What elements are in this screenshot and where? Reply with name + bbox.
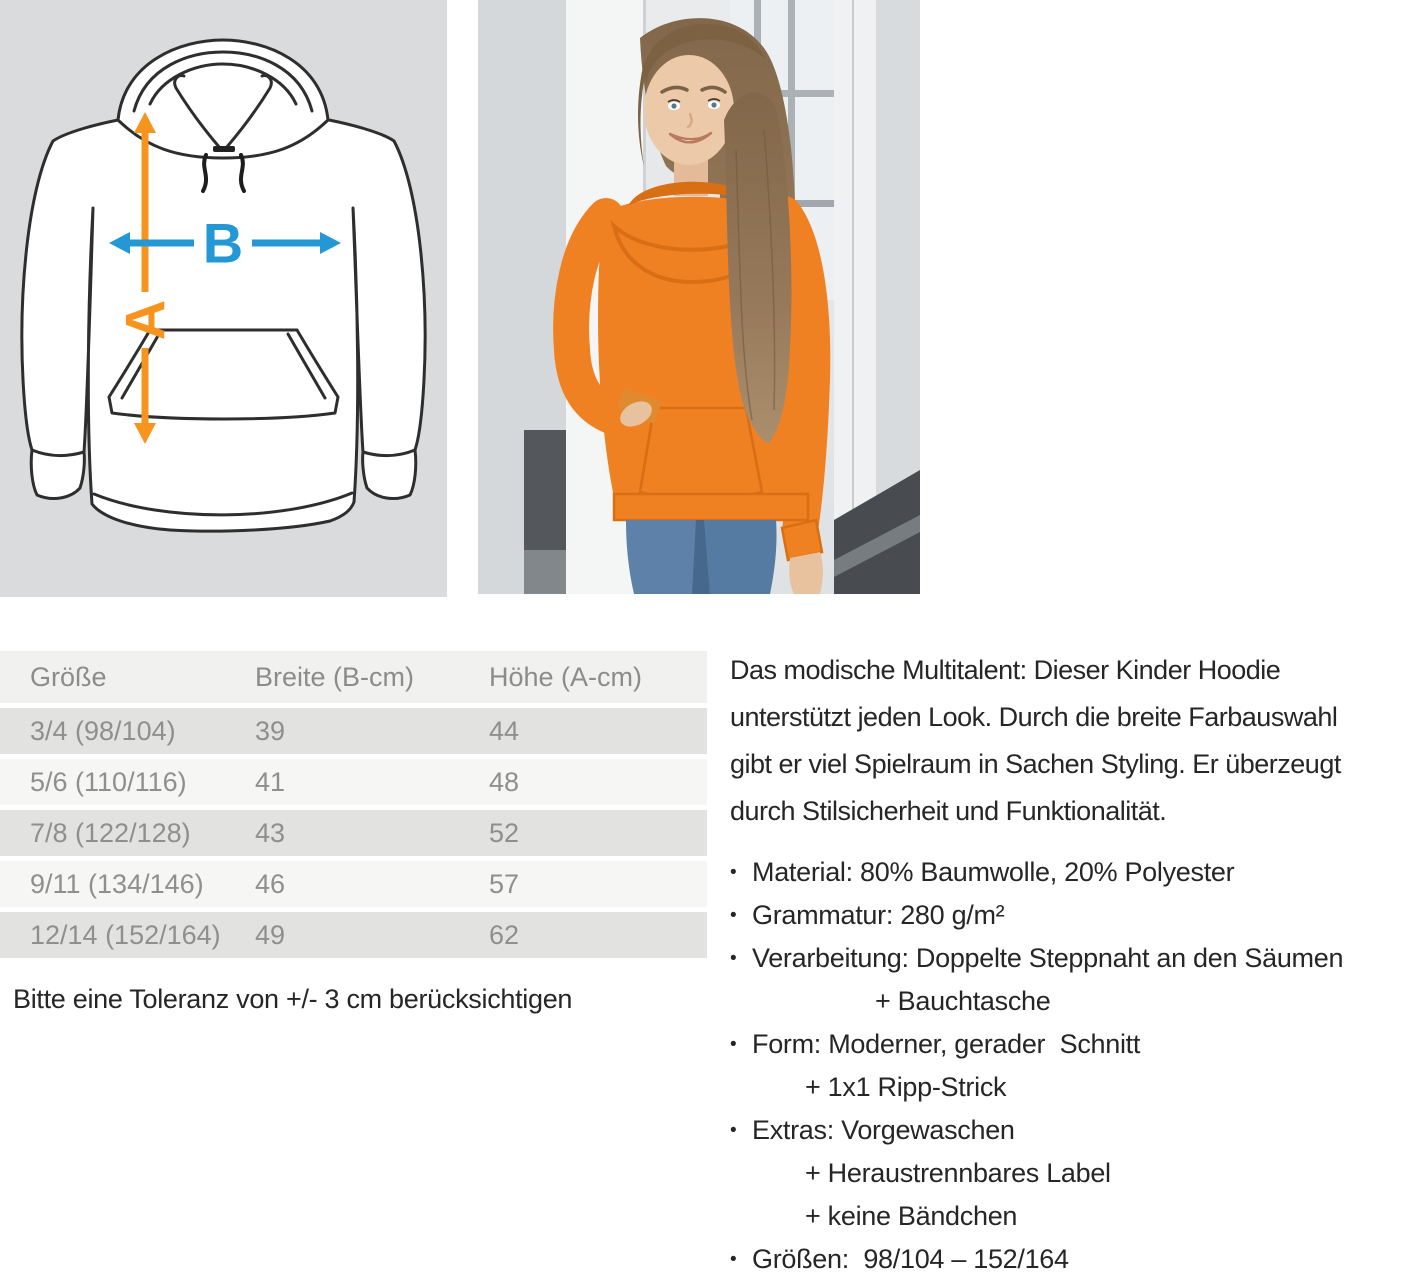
tolerance-note: Bitte eine Toleranz von +/- 3 cm berücksichtigen (13, 984, 573, 1014)
cell-size: 5/6 (110/116) (30, 766, 187, 797)
hood-shape (118, 40, 328, 158)
feature-form-extra: + 1x1 Ripp-Strick (805, 1072, 1007, 1102)
iris-right (711, 102, 716, 107)
jeans-leg-left (626, 520, 697, 594)
drawstring-left (203, 155, 206, 191)
hem-band (614, 494, 808, 520)
jeans (626, 520, 777, 594)
table-row (0, 708, 707, 754)
cell-size: 7/8 (122/128) (30, 817, 191, 848)
bullet-icon: • (730, 1034, 737, 1055)
feature-extras-extra1: + Heraustrennbares Label (805, 1158, 1111, 1188)
feature-verarbeitung-extra: + Bauchtasche (875, 986, 1051, 1016)
header-size: Größe (30, 661, 107, 692)
size-table-header-row (0, 651, 707, 703)
cell-size: 3/4 (98/104) (30, 715, 176, 746)
product-description (730, 647, 1416, 1281)
intro-line: gibt er viel Spielraum in Sachen Styling. Er überzeugt (730, 749, 1341, 779)
feature-verarbeitung: • Verarbeitung: Doppelte Steppnaht an den Säumen (730, 937, 1416, 980)
cell-width: 39 (255, 715, 286, 746)
right-hand (789, 552, 823, 594)
feature-groessen: • Größen: 98/104 – 152/164 (730, 1238, 1416, 1281)
bullet-icon: • (730, 862, 737, 883)
dark-doorway (524, 430, 566, 550)
cell-width: 43 (255, 817, 286, 848)
feature-extras: • Extras: Vorgewaschen (730, 1109, 1416, 1152)
hoodie-measurement-drawing (0, 0, 447, 597)
bullet-icon: • (730, 1120, 737, 1141)
cell-height: 52 (489, 817, 520, 848)
height-label: A (113, 299, 177, 341)
intro-line: Das modische Multitalent: Dieser Kinder Hoodie (730, 655, 1281, 685)
table-row (0, 759, 707, 805)
bullet-icon: • (730, 905, 737, 926)
doorway-base (524, 550, 566, 594)
bullet-icon: • (730, 948, 737, 969)
feature-grammatur: • Grammatur: 280 g/m² (730, 894, 1416, 937)
cell-height: 62 (489, 919, 520, 950)
pipe-seam (852, 0, 854, 594)
cell-size: 12/14 (152/164) (30, 919, 221, 950)
jeans-leg-right (704, 520, 777, 594)
bullet-icon: • (730, 1249, 737, 1270)
kid-in-orange-hoodie-photo (478, 0, 920, 594)
cell-width: 41 (255, 766, 286, 797)
feature-extras-extra2: + keine Bändchen (805, 1201, 1018, 1231)
cell-size: 9/11 (134/146) (30, 868, 204, 899)
header-height: Höhe (A-cm) (489, 661, 643, 692)
header-width: Breite (B-cm) (255, 661, 415, 692)
feature-form: • Form: Moderner, gerader Schnitt (730, 1023, 1416, 1066)
drawstring-right (241, 155, 244, 191)
feature-material: • Material: 80% Baumwolle, 20% Polyester (730, 851, 1416, 894)
cell-width: 46 (255, 868, 286, 899)
cell-width: 49 (255, 919, 286, 950)
intro-line: unterstützt jeden Look. Durch die breite Farbauswahl (730, 702, 1338, 732)
product-photo (478, 0, 920, 594)
hoodie-pocket (640, 408, 762, 500)
table-row (0, 810, 707, 856)
cell-height: 57 (489, 868, 520, 899)
size-diagram-panel (0, 0, 447, 597)
hoodie-body-outline (22, 111, 425, 531)
table-row (0, 912, 707, 958)
intro-line: durch Stilsicherheit und Funktionalität. (730, 796, 1167, 826)
cell-height: 48 (489, 766, 520, 797)
iris-left (671, 103, 676, 108)
width-label: B (202, 211, 244, 275)
description-intro (730, 647, 1416, 835)
cell-height: 44 (489, 715, 520, 746)
face (644, 55, 734, 165)
size-table (0, 651, 707, 963)
table-row (0, 861, 707, 907)
feature-list (730, 851, 1416, 1281)
collar-bar (213, 146, 235, 152)
